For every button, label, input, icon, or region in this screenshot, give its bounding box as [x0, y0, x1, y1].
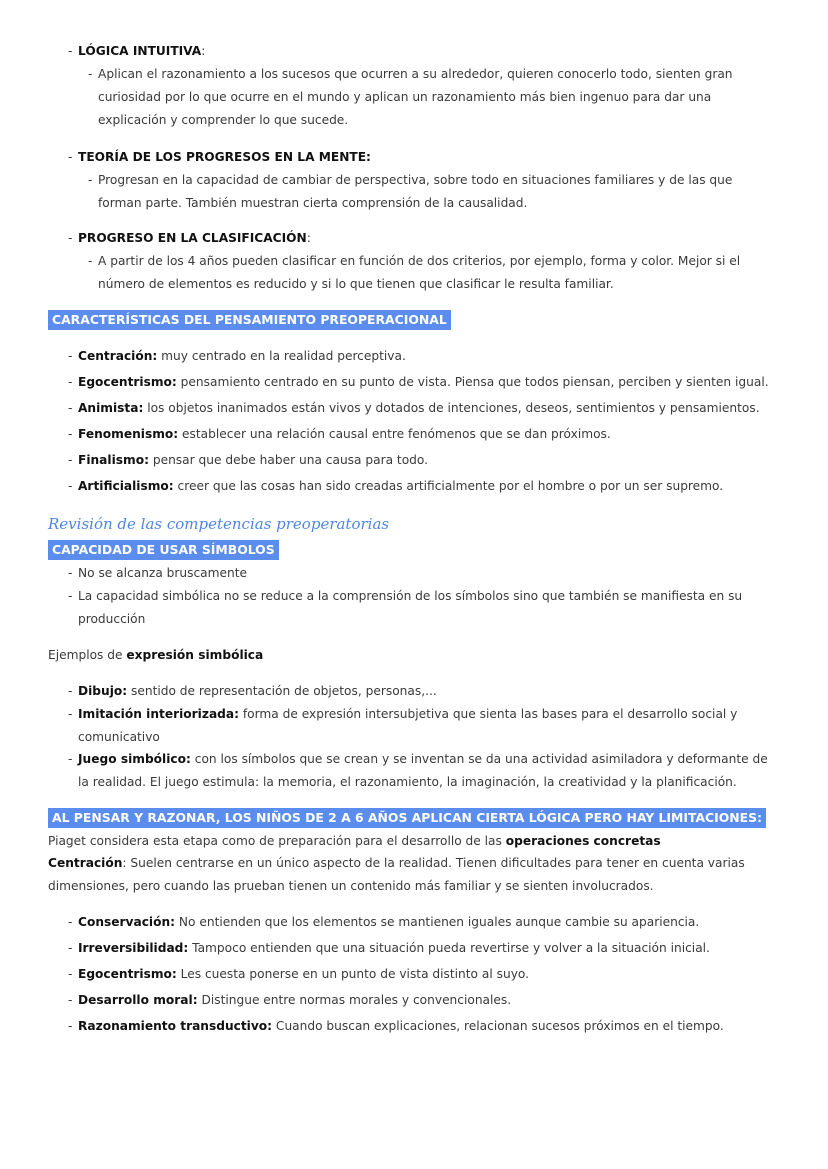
simbolos-heading: CAPACIDAD DE USAR SÍMBOLOS	[48, 540, 279, 560]
piaget-paragraph: Piaget considera esta etapa como de preparación para el desarrollo de las operaciones concretas	[48, 834, 661, 848]
teoria-text: - Progresan en la capacidad de cambiar de perspectiva, sobre todo en situaciones familiares y de las que forman parte. También muestran cierta comprensión de la causalidad.	[88, 173, 733, 210]
centracion-paragraph: Centración: Suelen centrarse en un único aspecto de la realidad. Tienen dificultades para tener en cuenta varias dimensiones, pero cuando las prueban tienen un contenido más familiar y se sienten involucrados.	[48, 856, 745, 893]
progreso-heading: - PROGRESO EN LA CLASIFICACIÓN:	[68, 231, 311, 245]
limitacion-item: - Razonamiento transductivo: Cuando buscan explicaciones, relacionan sucesos próximos en el tiempo.	[68, 1019, 724, 1033]
teoria-heading: - TEORÍA DE LOS PROGRESOS EN LA MENTE:	[68, 150, 371, 164]
caracteristica-item: - Artificialismo: creer que las cosas han sido creadas artificialmente por el hombre o por un ser supremo.	[68, 479, 724, 493]
ejemplo-item: - Dibujo: sentido de representación de objetos, personas,...	[68, 684, 437, 698]
caracteristica-item: - Animista: los objetos inanimados están vivos y dotados de intenciones, deseos, sentimientos y pensamientos.	[68, 401, 760, 415]
caracteristica-item: - Centración: muy centrado en la realidad perceptiva.	[68, 349, 406, 363]
limitacion-item: - Irreversibilidad: Tampoco entienden que una situación pueda revertirse y volver a la situación inicial.	[68, 941, 710, 955]
progreso-text: - A partir de los 4 años pueden clasificar en función de dos criterios, por ejemplo, forma y color. Mejor si el número de elementos es reducido y si lo que tienen que clasificar le resulta familiar.	[88, 254, 741, 291]
caracteristica-item: - Egocentrismo: pensamiento centrado en su punto de vista. Piensa que todos piensan, perciben y sienten igual.	[68, 375, 769, 389]
caracteristica-item: - Fenomenismo: establecer una relación causal entre fenómenos que se dan próximos.	[68, 427, 611, 441]
limitacion-item: - Egocentrismo: Les cuesta ponerse en un punto de vista distinto al suyo.	[68, 967, 530, 981]
ejemplo-item: - Imitación interiorizada: forma de expresión intersubjetiva que sienta las bases para el desarrollo social y comunicativo	[68, 707, 738, 744]
revision-script-title: Revisión de las competencias preoperatorias	[48, 515, 390, 533]
limitacion-item: - Desarrollo moral: Distingue entre normas morales y convencionales.	[68, 993, 512, 1007]
logica-intuitiva-text: - Aplican el razonamiento a los sucesos que ocurren a su alrededor, quieren conocerlo todo, sienten gran curiosidad por lo que ocurre en el mundo y aplican un razonamiento más bien ingenuo para dar una explicación y comprender lo que sucede.	[88, 67, 733, 127]
simbolos-item: - No se alcanza bruscamente	[68, 566, 248, 580]
caracteristica-item: - Finalismo: pensar que debe haber una causa para todo.	[68, 453, 429, 467]
logica-intuitiva-heading: - LÓGICA INTUITIVA:	[68, 44, 206, 58]
simbolos-item: - La capacidad simbólica no se reduce a la comprensión de los símbolos sino que también se manifiesta en su producción	[68, 589, 743, 626]
pensar-heading: AL PENSAR Y RAZONAR, LOS NIÑOS DE 2 A 6 AÑOS APLICAN CIERTA LÓGICA PERO HAY LIMITACIONES:	[48, 808, 766, 828]
caracteristicas-heading: CARACTERÍSTICAS DEL PENSAMIENTO PREOPERACIONAL	[48, 310, 451, 330]
ejemplos-lead: Ejemplos de expresión simbólica	[48, 648, 264, 662]
limitacion-item: - Conservación: No entienden que los elementos se mantienen iguales aunque cambie su apariencia.	[68, 915, 700, 929]
ejemplo-item: - Juego simbólico: con los símbolos que se crean y se inventan se da una actividad asimiladora y deformante de la realidad. El juego estimula: la memoria, el razonamiento, la imaginación, la creatividad y la planificación.	[68, 752, 768, 789]
